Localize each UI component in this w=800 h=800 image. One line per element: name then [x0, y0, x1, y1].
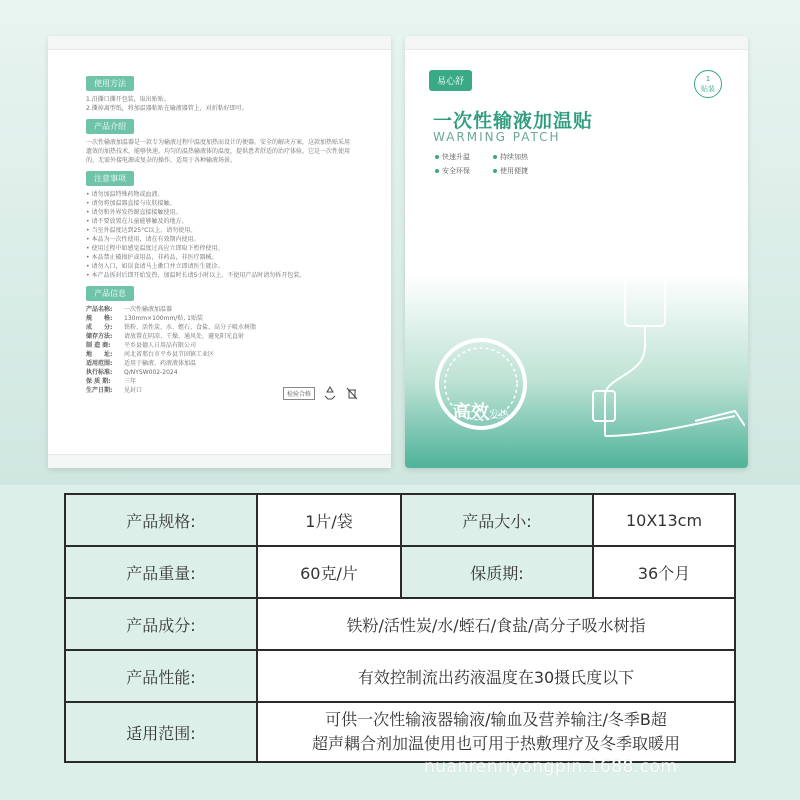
spec-label: 产品成分:: [65, 598, 257, 650]
intro-text: 一次性输液加温器是一款专为输液过程中温度加热而设计的便器。安全的解决方案，这款加热贴采用遗效的加热技术，能够快速，均匀的温热输液体的温度，提供患者舒适的治疗体验。它是一次性使用的，无需外接电源或复杂的操作，适用于各种输液场景。: [86, 139, 351, 164]
spec-label: 产品性能:: [65, 650, 257, 702]
table-row: [65, 702, 735, 762]
qc-badge: 检验合格: [283, 387, 315, 400]
spec-label: 产品重量:: [65, 546, 257, 598]
table-row: [65, 546, 735, 598]
caution-line: • 请勿将加温器直接与皮肤接触。: [86, 200, 176, 207]
info-row: 生产日期: 见封口: [86, 387, 143, 394]
caution-line: • 本产品拆封后即开始发热，加温时长请5小时以上，不使用产品时请勿拆开包装。: [86, 272, 306, 279]
spec-value: 10X13cm: [593, 494, 735, 546]
info-row: 产品名称: 一次性输液加温器: [86, 306, 173, 313]
spec-value: 有效控制流出药液温度在30摄氏度以下: [257, 650, 735, 702]
caution-line: • 请勿加温特殊药物或血液。: [86, 191, 164, 198]
efficiency-badge-text: 高效发热: [453, 402, 509, 423]
recycle-icon: [323, 386, 337, 400]
usage-section-title: 使用方法: [86, 76, 134, 91]
feature-list: [435, 152, 553, 176]
brand-logo: 易心舒: [429, 70, 472, 91]
info-row: 执行标准: Q/NYSW002-2024: [86, 369, 178, 376]
spec-label: 适用范围:: [65, 702, 257, 762]
info-section-title: 产品信息: [86, 286, 134, 301]
caution-line: • 请勿入口，如误食请马上漱口并立即请医生就诊。: [86, 263, 224, 270]
info-row: 保 质 期: 三年: [86, 378, 137, 385]
info-row: 制 造 商: 平乡县德人日用品有限公司: [86, 342, 197, 349]
spec-table: [64, 493, 736, 763]
spec-value-line: 超声耦合剂加温使用也可用于热敷理疗及冬季取暖用: [311, 734, 680, 753]
usage-line: 2.撕掉离型纸，将加温器粘贴在输液器管上，对折粘好即可。: [86, 105, 248, 112]
packet-seal-top: [48, 36, 391, 50]
pcs-badge: 1 贴装: [694, 70, 722, 98]
product-title: 一次性输液加温贴: [433, 110, 594, 132]
watermark: nuanrenriyongpin.1688.com: [424, 757, 678, 777]
spec-value: [257, 702, 735, 762]
caution-line: • 请不要放置在儿童能够触及的地方。: [86, 218, 188, 225]
spec-value: 铁粉/活性炭/水/蛭石/食盐/高分子吸水树指: [257, 598, 735, 650]
feature-item: 安全环保: [435, 166, 493, 176]
caution-section-title: 注意事项: [86, 171, 134, 186]
intro-section-title: 产品介绍: [86, 119, 134, 134]
caution-line: • 请勿和外界发热源直接接触使用。: [86, 209, 182, 216]
caution-line: • 本品禁止破损护或用品，非药品，非医疗器械。: [86, 254, 218, 261]
caution-line: • 使用过程中如感觉温度过高应立即取下暂停使用。: [86, 245, 224, 252]
product-subtitle: WARMING PATCH: [433, 130, 561, 144]
usage-line: 1.沿撕口撕开包装，取出贴贴。: [86, 96, 170, 103]
spec-label: 保质期:: [401, 546, 593, 598]
feature-item: 快速升温: [435, 152, 493, 162]
packet-seal-top: [405, 36, 748, 50]
spec-value: 60克/片: [257, 546, 401, 598]
info-row: 地 址: 河北省邢台市平乡县节固镇工业区: [86, 351, 215, 358]
spec-label: 产品规格:: [65, 494, 257, 546]
spec-value: 1片/袋: [257, 494, 401, 546]
spec-value-line: 可供一次性输液器输液/输血及营养输注/冬季B超: [325, 710, 667, 729]
spec-label: 产品大小:: [401, 494, 593, 546]
feature-item: 使用便捷: [493, 166, 553, 176]
table-row: [65, 650, 735, 702]
feature-item: 持续加热: [493, 152, 553, 162]
spec-value: 36个月: [593, 546, 735, 598]
back-icons-group: [283, 386, 359, 400]
table-row: [65, 598, 735, 650]
packet-front: [405, 36, 748, 468]
table-row: [65, 494, 735, 546]
iv-drip-illustration: [585, 236, 745, 456]
packet-seal-bottom: [48, 454, 391, 468]
packet-back: [48, 36, 391, 468]
trash-icon: [345, 386, 359, 400]
caution-line: • 当室外温度达到25°C以上，请勿使用。: [86, 227, 197, 234]
info-row: 成 分: 铁粉、活性炭、水、蛭石、食盐、高分子吸水树脂: [86, 324, 257, 331]
info-row: 储存方法: 请放置在阴凉、干燥、通风处，避免阳光直射: [86, 333, 245, 340]
caution-line: • 本品为一次性使用，请在有效期内使用。: [86, 236, 200, 243]
info-row: 规 格: 130mm×100mm/贴, 1贴装: [86, 315, 203, 322]
info-row: 适用范围: 适用于输液、药液液体加温: [86, 360, 197, 367]
